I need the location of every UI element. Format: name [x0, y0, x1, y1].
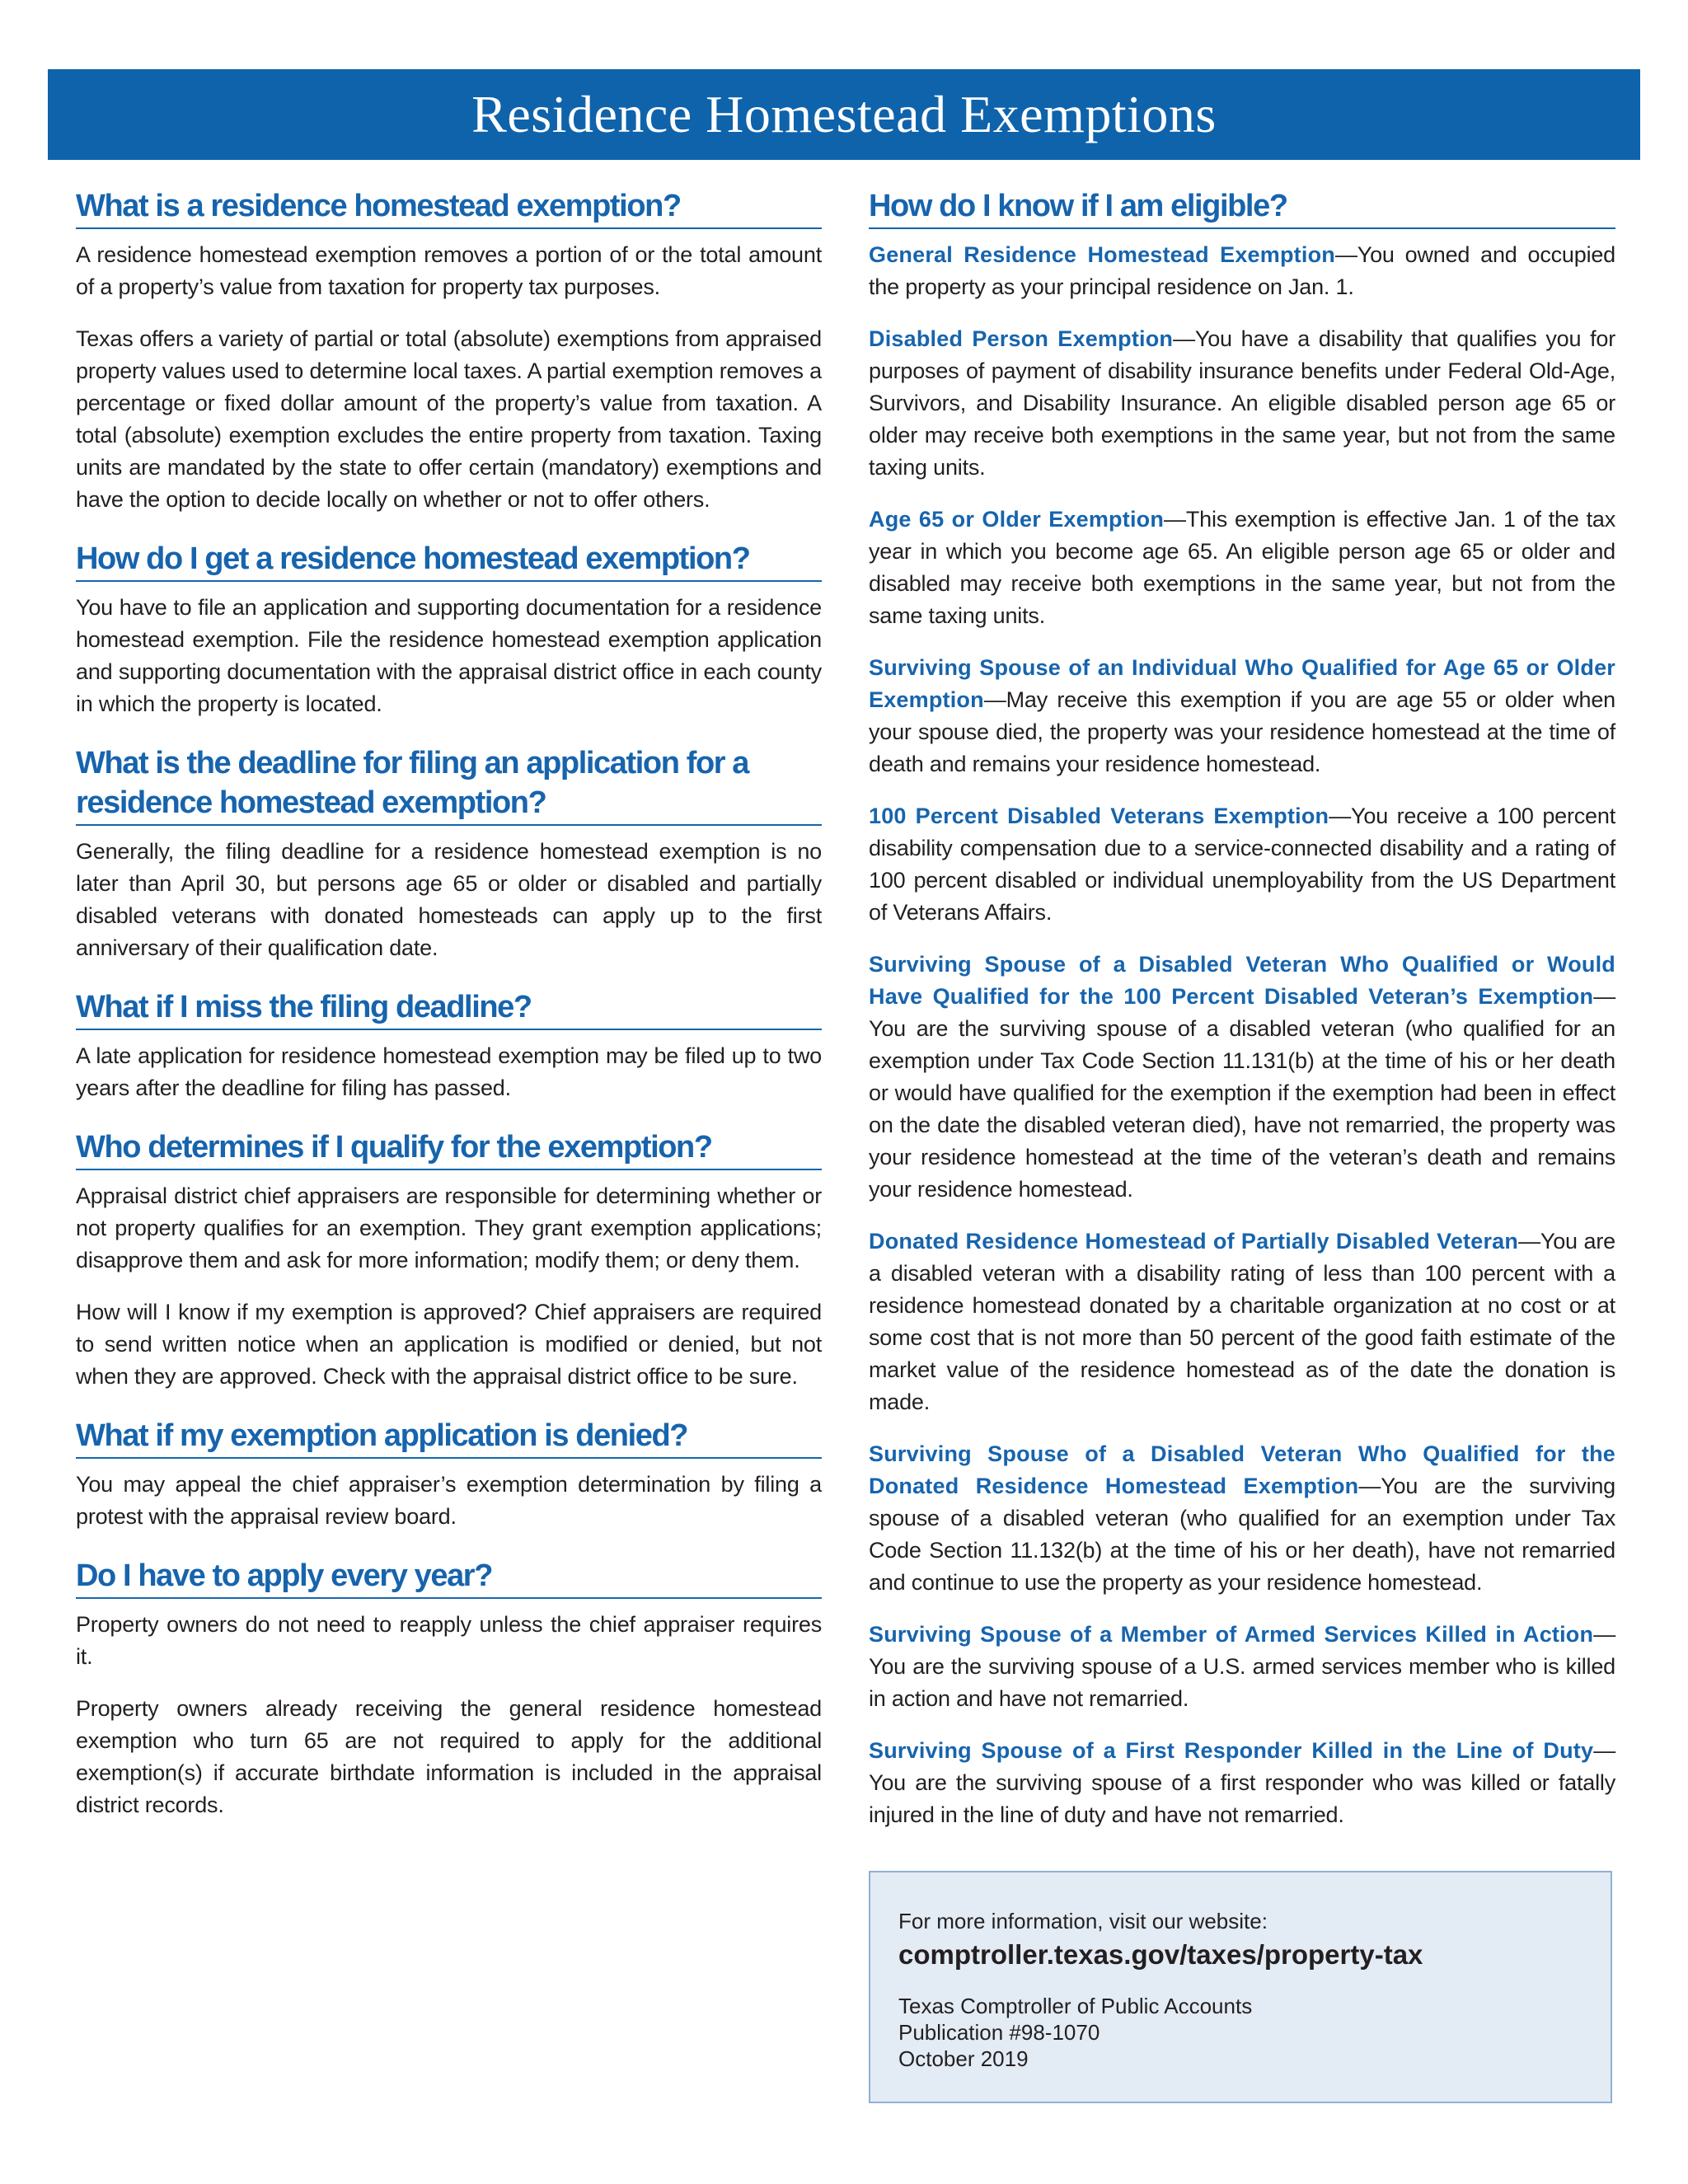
section-what-is — [76, 186, 822, 516]
section-heading: How do I know if I am eligible? — [869, 186, 1615, 229]
eligibility-term: Donated Residence Homestead of Partially Disabled Veteran — [869, 1229, 1519, 1254]
section-heading: What if I miss the filing deadline? — [76, 987, 822, 1030]
section-denied — [76, 1416, 822, 1533]
right-column — [869, 186, 1615, 1854]
eligibility-text: —You are a disabled veteran with a disability rating of less than 100 percent with a residence homestead donated by a charitable organization at no cost or at some cost that is not more than 50 percent of the good faith estimate of the market value of the residence homestead as of the date the donation is made. — [869, 1229, 1615, 1414]
eligibility-item — [869, 800, 1615, 929]
paragraph: A residence homestead exemption removes a portion of or the total amount of a property’s value from taxation for property tax purposes. — [76, 242, 822, 299]
section-how-to-get — [76, 539, 822, 720]
paragraph: Appraisal district chief appraisers are responsible for determining whether or not property qualifies for an exemption. They grant exemption applications; disapprove them and ask for more information; modify them; or deny them. — [76, 1183, 822, 1272]
section-heading: What if my exemption application is denied? — [76, 1416, 822, 1459]
eligibility-term: Surviving Spouse of a Disabled Veteran Who Qualified for the Donated Residence Homestead Exemption — [869, 1441, 1615, 1498]
eligibility-item — [869, 1226, 1615, 1418]
section-heading: Who determines if I qualify for the exemption? — [76, 1127, 822, 1170]
section-who-determines — [76, 1127, 822, 1393]
eligibility-term: 100 Percent Disabled Veterans Exemption — [869, 804, 1329, 828]
more-info-lead: For more information, visit our website: — [898, 1909, 1268, 1933]
eligibility-item — [869, 504, 1615, 632]
page-title: Residence Homestead Exemptions — [471, 85, 1217, 143]
publisher-name: Texas Comptroller of Public Accounts — [898, 1994, 1253, 2018]
eligibility-term: Surviving Spouse of a First Responder Killed in the Line of Duty — [869, 1738, 1594, 1763]
paragraph: You have to file an application and supporting documentation for a residence homestead exemption. File the residence homestead exemption application and supporting documentation with the appraisal district office in each county in which the property is located. — [76, 595, 822, 716]
section-heading: What is the deadline for filing an application for a residence homestead exemption? — [76, 743, 822, 826]
paragraph: A late application for residence homestead exemption may be filed up to two years after the deadline for filing has passed. — [76, 1043, 822, 1100]
eligibility-term: General Residence Homestead Exemption — [869, 242, 1335, 267]
section-heading: How do I get a residence homestead exemption? — [76, 539, 822, 582]
eligibility-item — [869, 652, 1615, 780]
eligibility-text: —This exemption is effective Jan. 1 of the tax year in which you become age 65. An eligible person age 65 or older and disabled may receive both exemptions in the same year, but not from the same taxing units. — [869, 507, 1615, 628]
section-eligibility — [869, 186, 1615, 1831]
eligibility-item — [869, 1735, 1615, 1831]
section-deadline — [76, 743, 822, 964]
eligibility-text: —You have a disability that qualifies you for purposes of payment of disability insurance benefits under Federal Old-Age, Survivors, and Disability Insurance. An eligible disabled person age 65 or older may receive both exemptions in the same year, but not from the same taxing units. — [869, 326, 1615, 480]
more-info-box — [869, 1871, 1612, 2103]
eligibility-item — [869, 239, 1615, 303]
eligibility-term: Age 65 or Older Exemption — [869, 507, 1165, 532]
publication-number: Publication #98-1070 — [898, 2020, 1100, 2045]
eligibility-text: —You receive a 100 percent disability compensation due to a service-connected disability and a rating of 100 percent disabled or individual unemployability from the US Department of Veterans Affairs. — [869, 804, 1615, 925]
eligibility-item — [869, 323, 1615, 484]
eligibility-term: Surviving Spouse of an Individual Who Qualified for Age 65 or Older Exemption — [869, 655, 1615, 712]
paragraph: Texas offers a variety of partial or total (absolute) exemptions from appraised property values used to determine local taxes. A partial exemption removes a percentage or fixed dollar amount of the property’s value from taxation. A total (absolute) exemption excludes the entire property from taxation. Taxing units are mandated by the state to offer certain (mandatory) exemptions and have the option to decide locally on whether or not to offer others. — [76, 326, 822, 512]
eligibility-text: —You are the surviving spouse of a first responder who was killed or fatally injured in the line of duty and have not remarried. — [869, 1738, 1615, 1827]
publication-date: October 2019 — [898, 2046, 1029, 2071]
eligibility-item — [869, 1619, 1615, 1715]
section-apply-every-year — [76, 1556, 822, 1821]
eligibility-text: —You are the surviving spouse of a U.S. armed services member who is killed in action and have not remarried. — [869, 1622, 1615, 1711]
eligibility-term: Surviving Spouse of a Disabled Veteran Who Qualified or Would Have Qualified for the 100 Percent Disabled Veteran’s Exemption — [869, 952, 1615, 1009]
paragraph: Property owners do not need to reapply unless the chief appraiser requires it. — [76, 1612, 822, 1669]
eligibility-term: Disabled Person Exemption — [869, 326, 1174, 351]
section-miss-deadline — [76, 987, 822, 1104]
website-link[interactable]: comptroller.texas.gov/taxes/property-tax — [898, 1939, 1423, 1970]
paragraph: Generally, the filing deadline for a residence homestead exemption is no later than April 30, but persons age 65 or older or disabled and partially disabled veterans with donated homesteads can apply up to the first anniversary of their qualification date. — [76, 839, 822, 960]
paragraph: You may appeal the chief appraiser’s exemption determination by filing a protest with the appraisal review board. — [76, 1472, 822, 1529]
section-heading: What is a residence homestead exemption? — [76, 186, 822, 229]
section-heading: Do I have to apply every year? — [76, 1556, 822, 1599]
title-banner — [48, 69, 1640, 160]
left-column — [76, 186, 822, 1844]
eligibility-term: Surviving Spouse of a Member of Armed Services Killed in Action — [869, 1622, 1594, 1647]
eligibility-text: —You are the surviving spouse of a disabled veteran (who qualified for an exemption under Tax Code Section 11.132(b) at the time of his or her death), have not remarried and continue to use the property as your residence homestead. — [869, 1474, 1615, 1595]
paragraph: How will I know if my exemption is approved? Chief appraisers are required to send written notice when an application is modified or denied, but not when they are approved. Check with the appraisal district office to be sure. — [76, 1300, 822, 1389]
eligibility-text: —You owned and occupied the property as your principal residence on Jan. 1. — [869, 242, 1615, 299]
eligibility-text: —You are the surviving spouse of a disabled veteran (who qualified for an exemption under Tax Code Section 11.131(b) at the time of his or her death or would have qualified for the exemption if the exemption had been in effect on the date the disabled veteran died), have not remarried, the property was your residence homestead at the time of the veteran’s death and remains your residence homestead. — [869, 984, 1615, 1202]
eligibility-item — [869, 949, 1615, 1206]
eligibility-text: —May receive this exemption if you are age 55 or older when your spouse died, the property was your residence homestead at the time of death and remains your residence homestead. — [869, 687, 1615, 776]
paragraph: Property owners already receiving the general residence homestead exemption who turn 65 are not required to apply for the additional exemption(s) if accurate birthdate information is included in the appraisal district records. — [76, 1696, 822, 1817]
eligibility-item — [869, 1438, 1615, 1599]
